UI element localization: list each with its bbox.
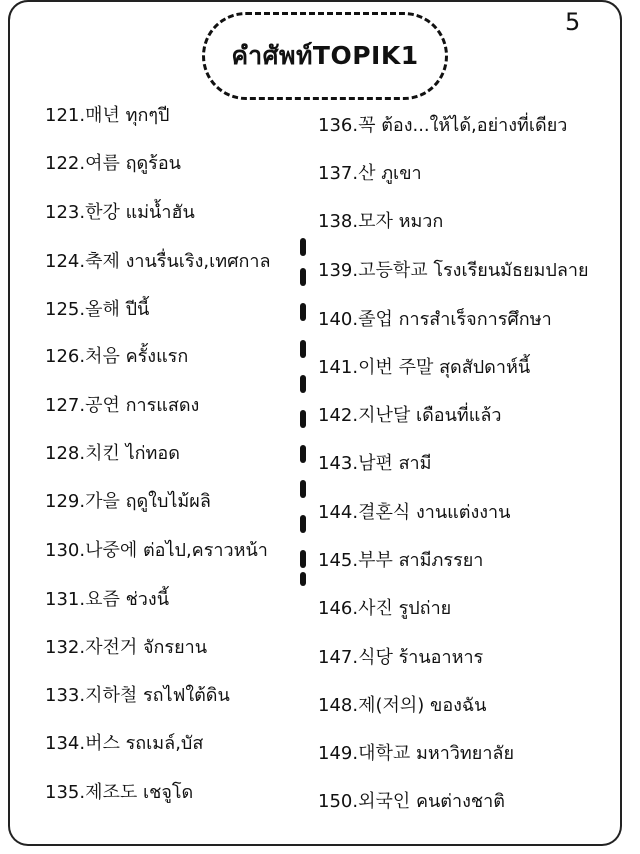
vocab-item: 139.고등학교 โรงเรียนมัธยมปลาย <box>318 260 589 281</box>
vocab-item: 145.부부 สามีภรรยา <box>318 550 484 571</box>
vocab-item: 131.요즘 ช่วงนี้ <box>45 589 169 610</box>
page-number: 5 <box>565 8 581 36</box>
divider-dash <box>300 480 306 498</box>
divider-dash <box>300 410 306 428</box>
vocab-item: 123.한강 แม่น้ำฮัน <box>45 202 195 223</box>
divider-dash <box>300 340 306 358</box>
divider-dash <box>300 572 306 586</box>
vocab-item: 142.지난달 เดือนที่แล้ว <box>318 405 502 426</box>
divider-dash <box>300 268 306 286</box>
divider-dash <box>300 515 306 533</box>
vocab-item: 128.치킨 ไก่ทอด <box>45 443 180 464</box>
vocab-item: 130.나중에 ต่อไป,คราวหน้า <box>45 540 268 561</box>
divider-dash <box>300 550 306 568</box>
vocab-item: 122.여름 ฤดูร้อน <box>45 153 181 174</box>
vocab-item: 127.공연 การแสดง <box>45 395 200 416</box>
page-title: คำศัพท์TOPIK1 <box>231 41 419 70</box>
vocab-item: 124.축제 งานรื่นเริง,เทศกาล <box>45 251 271 272</box>
vocab-item: 150.외국인 คนต่างชาติ <box>318 791 505 812</box>
vocab-item: 140.졸업 การสำเร็จการศึกษา <box>318 309 552 330</box>
vocab-item: 126.처음 ครั้งแรก <box>45 346 189 367</box>
divider-dash <box>300 303 306 321</box>
vocab-item: 129.가을 ฤดูใบไม้ผลิ <box>45 491 211 512</box>
vocab-item: 135.제조도 เชจูโด <box>45 782 194 803</box>
vocab-item: 134.버스 รถเมล์,บัส <box>45 733 204 754</box>
vocab-item: 147.식당 ร้านอาหาร <box>318 647 484 668</box>
vocab-item: 132.자전거 จักรยาน <box>45 637 208 658</box>
vocab-item: 141.이번 주말 สุดสัปดาห์นี้ <box>318 357 531 378</box>
vocab-item: 144.결혼식 งานแต่งงาน <box>318 502 511 523</box>
divider-dash <box>300 238 306 256</box>
divider-dash <box>300 375 306 393</box>
vocab-item: 148.제(저의) ของฉัน <box>318 695 487 716</box>
vocab-item: 138.모자 หมวก <box>318 211 444 232</box>
vocab-item: 125.올해 ปีนี้ <box>45 299 150 320</box>
vocab-item: 146.사진 รูปถ่าย <box>318 598 452 619</box>
vocab-item: 137.산 ภูเขา <box>318 163 422 184</box>
vocab-item: 121.매년 ทุกๆปี <box>45 105 170 126</box>
divider-dash <box>300 445 306 463</box>
vocab-item: 149.대학교 มหาวิทยาลัย <box>318 743 515 764</box>
vocab-item: 133.지하철 รถไฟใต้ดิน <box>45 685 230 706</box>
title-banner <box>202 12 448 100</box>
vocab-item: 136.꼭 ต้อง...ให้ได้,อย่างที่เดียว <box>318 115 568 136</box>
vocab-item: 143.남편 สามี <box>318 453 432 474</box>
